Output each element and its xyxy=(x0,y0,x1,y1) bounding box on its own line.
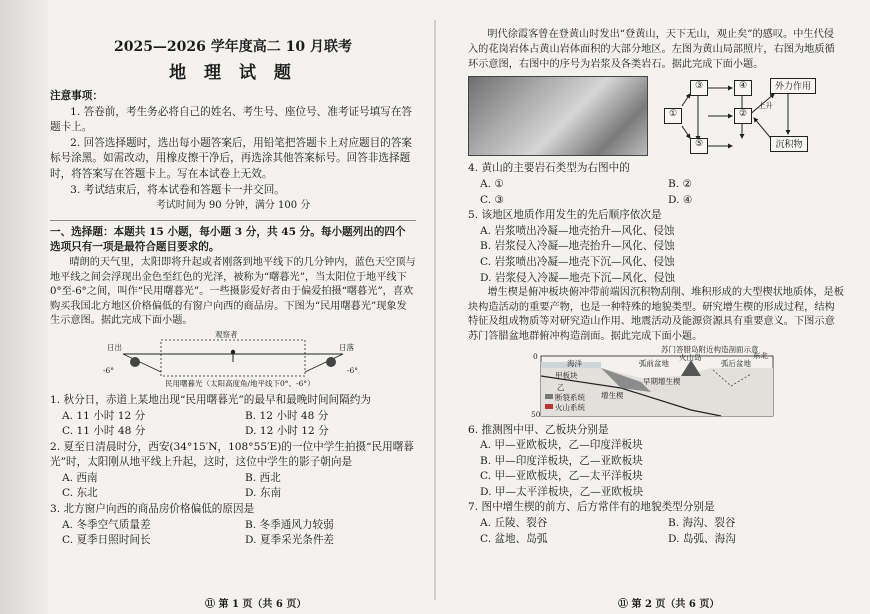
divider xyxy=(50,220,416,221)
option: D. 岛弧、海沟 xyxy=(668,532,736,545)
left-page xyxy=(50,28,416,596)
option: B. 甲—印度洋板块，乙—亚欧板块 xyxy=(480,454,643,467)
binding-shadow xyxy=(0,0,48,614)
option: D. 东南 xyxy=(245,487,282,500)
backarc-label: 弧后盆地 xyxy=(721,358,751,368)
notice-item: 2. 回答选择题时，选出每小题答案后，用铅笔把答题卡上对应题目的答案标号涂黑。如需改动，用橡皮擦干净后，再选涂其他答案标号。回答非选择题时，将答案写在答题卡上。写在本试卷上无效。 xyxy=(50,136,413,180)
passage-twilight: 晴朗的天气里，太阳即将升起或者刚落到地平线下的几分钟内，蓝色天空顶与地平线之间会浮现出金色至红色的光泽，被称为“曙暮光”，当太阳位于地平线下 0°至-6°之间，叫作“民用曙暮光”。一些摄影爱好者由于偏爱拍摄“曙暮光”，喜欢购买我国北方地区价格偏低的有窗户向西的商品房。下图为“民用曙暮光”现象发生示意图。据此完成下面小题。 xyxy=(50,256,416,327)
option: D. 12 小时 12 分 xyxy=(245,425,329,438)
rock-cycle-diagram xyxy=(662,76,832,158)
section-intro: 一、选择题：本题共 15 小题，每小题 3 分，共 45 分。每小题列出的四个选项只有一项是最符合题目要求的。 xyxy=(50,225,406,254)
section-title: 苏门答腊岛附近构造剖面示意 xyxy=(661,344,759,354)
right-page xyxy=(468,28,844,596)
huangshan-figures xyxy=(468,76,844,158)
option: C. 夏季日照时间长 xyxy=(62,534,151,547)
option: B. 冬季通风力较弱 xyxy=(245,518,334,531)
option: B. 岩浆侵入冷凝—地壳抬升—风化、侵蚀 xyxy=(480,240,675,253)
notice-item: 1. 答卷前，考生务必将自己的姓名、考生号、座位号、准考证号填写在答题卡上。 xyxy=(50,105,413,134)
subject-title: 地 理 试 题 xyxy=(169,63,297,83)
forearc-label: 弧前盆地 xyxy=(639,358,669,368)
angle-right-label: -6° xyxy=(347,365,359,375)
observer-label: 观察者 xyxy=(215,329,238,339)
huangshan-photo xyxy=(468,76,648,156)
question-stem: 4. 黄山的主要岩石类型为右图中的 xyxy=(468,162,630,175)
external-force-box: 外力作用 xyxy=(770,78,816,94)
option: B. 西北 xyxy=(245,471,281,484)
cycle-node-2: ② xyxy=(734,108,752,124)
option: A. ① xyxy=(480,177,504,190)
option: C. 11 小时 48 分 xyxy=(62,425,146,438)
sea-label: 海洋 xyxy=(567,358,582,368)
option: C. ③ xyxy=(480,193,504,206)
cycle-node-4: ④ xyxy=(734,80,752,96)
exam-title: 2025—2026 学年度高二 10 月联考 xyxy=(113,39,353,55)
option: C. 盆地、岛弧 xyxy=(480,532,548,545)
option: C. 岩浆喷出冷凝—地壳下沉—风化、侵蚀 xyxy=(480,255,675,268)
page-number-left: ⑪ 第 1 页（共 6 页） xyxy=(205,599,307,610)
passage-accretion-wedge: 增生楔是俯冲板块俯冲带前端因沉积物刮削、堆积形成的大型楔状地质体，是板块构造活动的重要产物，也是一种特殊的地貌类型。研究增生楔的形成过程，结构特征及组成物质等对研究造山作用、地震活动及能源资源具有重要意义。下图示意苏门答腊盆地群俯冲构造剖面。据此完成下面小题。 xyxy=(468,287,844,342)
option: A. 丘陵、裂谷 xyxy=(480,517,548,530)
sunrise-label: 日出 xyxy=(107,342,122,352)
option: C. 东北 xyxy=(62,487,98,500)
northeast-label: 东北 xyxy=(753,350,768,360)
legend-fault: 断裂系统 xyxy=(555,392,585,402)
option: C. 甲—亚欧板块，乙—太平洋板块 xyxy=(480,470,643,483)
notice-heading: 注意事项： xyxy=(50,90,103,102)
notice-item: 3. 考试结束后，将本试卷和答题卡一并交回。 xyxy=(70,183,285,196)
depth-0-label: 0 xyxy=(533,351,538,361)
twilight-figure xyxy=(103,329,363,390)
sediment-box: 沉积物 xyxy=(770,136,808,152)
option: A. 甲—亚欧板块，乙—印度洋板块 xyxy=(480,439,643,452)
page-number-right: ⑪ 第 2 页（共 6 页） xyxy=(618,599,720,610)
page-fold xyxy=(434,20,436,600)
option: B. ② xyxy=(668,177,693,190)
plate-jia-label: 甲板块 xyxy=(555,370,578,380)
question-stem: 5. 该地区地质作用发生的先后顺序依次是 xyxy=(468,209,662,222)
question-stem: 2. 夏至日清晨时分，西安(34°15′N，108°55′E)的一位中学生拍摄“民用曙暮光”时，太阳刚从地平线上升起，这时，这位中学生的影子朝向是 xyxy=(50,440,414,469)
figure1-caption: 民用曙暮光（太阳高度角/地平线下0°、-6°） xyxy=(165,378,315,388)
wedge-label: 增生楔 xyxy=(601,390,624,400)
uplift-label: 上升 xyxy=(758,101,773,111)
option: A. 冬季空气质量差 xyxy=(62,518,151,531)
option: D. 甲—太平洋板块，乙—亚欧板块 xyxy=(480,485,644,498)
option: A. 岩浆喷出冷凝—地壳抬升—风化、侵蚀 xyxy=(480,224,675,237)
question-stem: 3. 北方窗户向西的商品房价格偏低的原因是 xyxy=(50,503,255,516)
cycle-node-3: ③ xyxy=(690,80,708,96)
question-stem: 6. 推测图中甲、乙板块分别是 xyxy=(468,423,609,436)
option: D. 夏季采光条件差 xyxy=(245,534,335,547)
cycle-node-5: ⑤ xyxy=(690,138,708,154)
question-stem: 1. 秋分日，赤道上某地出现“民用曙暮光”的最早和最晚时间间隔约为 xyxy=(50,393,371,406)
sunset-label: 日落 xyxy=(339,342,354,352)
option: A. 西南 xyxy=(62,471,98,484)
depth-50-label: 50 xyxy=(531,409,541,419)
early-wedge-label: 早期增生楔 xyxy=(643,376,681,386)
question-stem: 7. 图中增生楔的前方、后方常伴有的地貌类型分别是 xyxy=(468,501,715,514)
option: A. 11 小时 12 分 xyxy=(62,409,146,422)
angle-left-label: -6° xyxy=(103,365,115,375)
option: D. 岩浆侵入冷凝—地壳下沉—风化、侵蚀 xyxy=(480,271,675,284)
volcano-label: 火山岛 xyxy=(679,352,702,362)
passage-huangshan: 明代徐霞客曾在登黄山时发出“登黄山，天下无山，观止矣”的感叹。中生代侵入的花岗岩体占黄山岩体面积的大部分地区。左图为黄山局部照片，右图为地质循环示意图，右图中的序号为岩浆及各类岩石。据此完成下面小题。 xyxy=(468,29,835,70)
option: D. ④ xyxy=(668,193,693,206)
subduction-section-figure xyxy=(531,344,781,420)
legend-volcano: 火山系统 xyxy=(555,402,585,412)
plate-yi-label: 乙 xyxy=(557,382,565,392)
option: B. 12 小时 48 分 xyxy=(245,409,329,422)
option: B. 海沟、裂谷 xyxy=(668,517,736,530)
cycle-node-1: ① xyxy=(664,108,682,124)
exam-time: 考试时间为 90 分钟，满分 100 分 xyxy=(155,200,311,212)
